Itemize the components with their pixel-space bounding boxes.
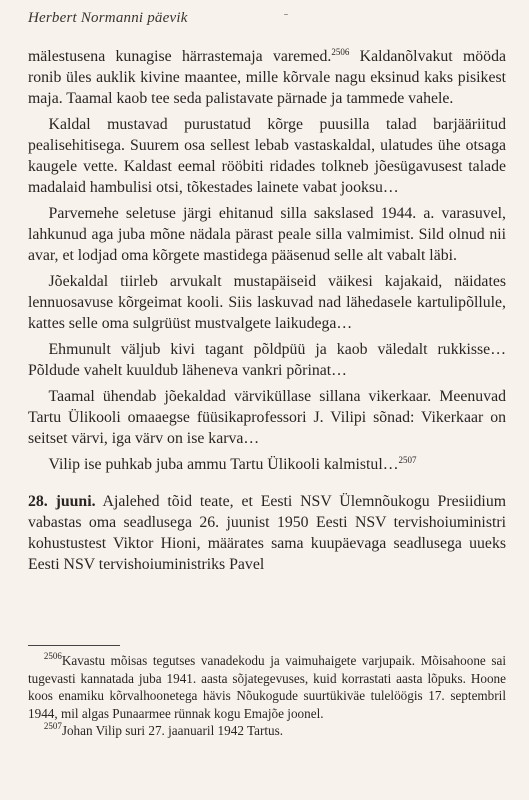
footnote: $^{2506}$Kavastu mõisas tegutses vanadekodu ja vaimuhaigete varjupaik. Mõisahoone sai tugevasti kannatada juba 1941. aasta sõjategevuses, kuid korrastati aasta lõpuks. Hoone koos enamiku kõrvalhoonetega hävis Nõukogude suurtükiväe tulelöögis 17. septembril 1944, mil algas Punaarmee rünnak kogu Emajõe joonel.: [28, 651, 506, 721]
footnote-ref[interactable]: 2506: [331, 47, 350, 57]
paragraph: Jõekaldal tiirleb arvukalt mustapäiseid väikesi kajakaid, näidates lennuosavuse kõrgeimat kooli. Siis laskuvad nad lähedasele kartulipõllule, kattes selle oma sulgrüüst mustvalgete laikudega…: [28, 273, 506, 332]
entry-text: Ajalehed tõid teate, et Eesti NSV Ülemnõukogu Presiidium vabastas oma seadlusega 26. juunist 1950 Eesti NSV tervishoiuministri kohustustest Viktor Hioni, määrates sama kuupäevaga seadlusega uueks Eesti NSV tervishoiuministriks Pavel: [28, 493, 507, 573]
diary-entry: [28, 491, 506, 575]
entry-date: 28. juuni.: [28, 493, 96, 510]
paragraph: Ehmunult väljub kivi tagant põldpüü ja kaob väledalt rukkisse… Põldude vahelt kuuldub läheneva vankri põrinat…: [28, 341, 506, 379]
paragraph: Kaldal mustavad purustatud kõrge puusilla talad barjääriitud pealisehitisega. Suurem osa sellest lebab vastaskaldal, ulatudes ühe otsaga kaugele vette. Kaldast eemal rööbiti ridades tolkneb jõesügavusest talade madalaid hambulisi otsi, tõkestades lainete vabat jooksu…: [28, 116, 506, 196]
footnote-number: 2506: [43, 651, 62, 661]
paragraph: Parvemehe seletuse järgi ehitanud silla sakslased 1944. a. varasuvel, lahkunud aga juba mõne nädala pärast peale silla valmimist. Sild olnud nii avar, et lodjad oma kõrgete mastidega pääsenud selle alt vabalt läbi.: [28, 205, 506, 264]
paragraph: mälestusena kunagise härrastemaja varemed.$^{2506}$ Kaldanõlvakut mööda ronib üles auklik kivine maantee, mille kõrvale nagu eksinud kaks pisikest maja. Taamal kaob tee seda palistavate pärnade ja tammede vahele.: [28, 47, 506, 107]
footnotes: [28, 652, 506, 740]
paragraph: Vilip ise puhkab juba ammu Tartu Ülikooli kalmistul…$^{2507}$: [48, 455, 417, 473]
footnote-ref[interactable]: 2507: [398, 455, 417, 465]
print-mark: ˉ: [284, 10, 288, 24]
running-title: Herbert Normanni päevik: [28, 10, 188, 26]
footnote-divider: [28, 645, 120, 646]
paragraph: Taamal ühendab jõekaldad värviküllase sillana vikerkaar. Meenuvad Tartu Ülikooli omaaegse füüsikaprofessori J. Vilipi sõnad: Vikerkaar on seitset värvi, iga värv on ise karva…: [28, 388, 506, 447]
body-text: [28, 46, 506, 580]
footnote: $^{2507}$Johan Vilip suri 27. jaanuaril 1942 Tartus.: [43, 721, 284, 738]
footnote-number: 2507: [43, 721, 62, 731]
